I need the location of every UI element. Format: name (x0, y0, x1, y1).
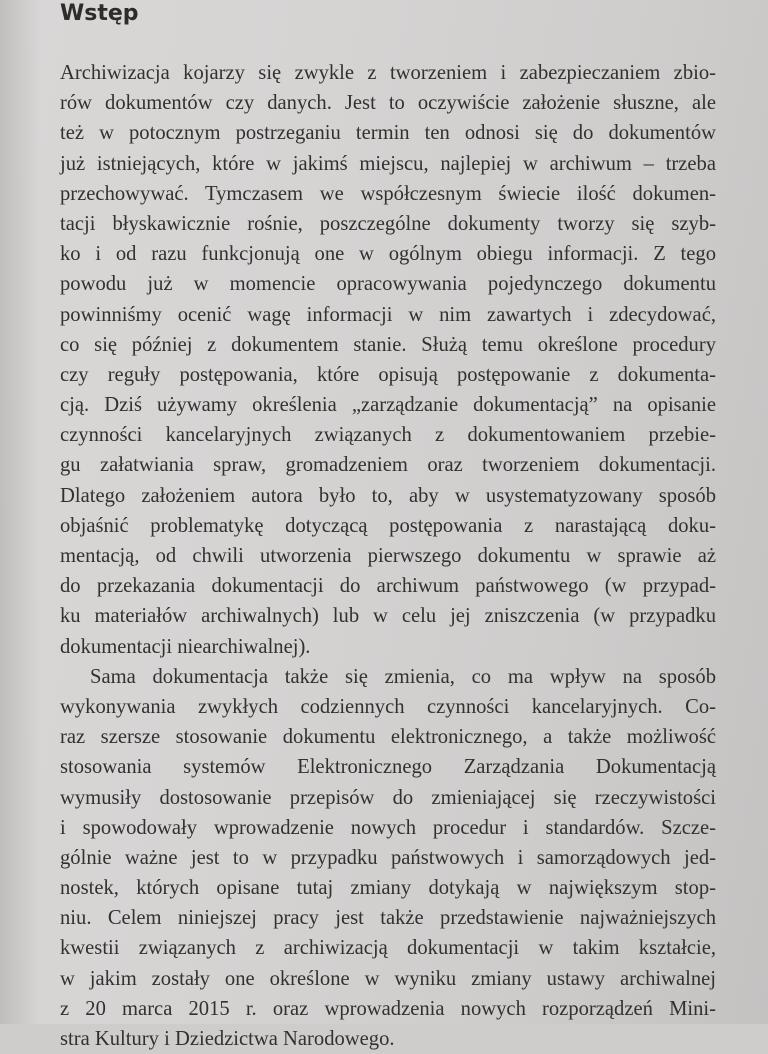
text-line: już istniejących, które w jakimś miejscu, najlepiej w archiwum – trzeba (60, 152, 716, 175)
body-text (60, 58, 716, 1054)
text-line: przechowywać. Tymczasem we współczesnym świecie ilość dokumen- (60, 182, 716, 205)
page-shadow (0, 0, 40, 1024)
text-line: wymusiły dostosowanie przepisów do zmieniającej się rzeczywistości (60, 786, 716, 809)
text-line: czynności kancelaryjnych związanych z dokumentowaniem przebie- (60, 424, 716, 447)
text-line: cją. Dziś używamy określenia „zarządzanie dokumentacją” na opisanie (60, 394, 716, 417)
text-line: do przekazania dokumentacji do archiwum państwowego (w przypad- (60, 575, 716, 598)
text-line: w jakim zostały one określone w wyniku zmiany ustawy archiwalnej (60, 967, 716, 990)
text-line: gólnie ważne jest to w przypadku państwowych i samorządowych jed- (60, 846, 716, 869)
text-line: ko i od razu funkcjonują one w ogólnym obiegu informacji. Z tego (60, 243, 716, 266)
text-line: wykonywania zwykłych codziennych czynności kancelaryjnych. Co- (60, 695, 716, 718)
text-line: co się później z dokumentem stanie. Służą temu określone procedury (60, 333, 716, 356)
text-line: stosowania systemów Elektronicznego Zarządzania Dokumentacją (60, 756, 716, 779)
text-line: powodu już w momencie opracowywania pojedynczego dokumentu (60, 273, 716, 296)
text-line: dokumentacji niearchiwalnej). (60, 635, 311, 658)
paragraph (60, 662, 716, 1054)
paragraph (60, 58, 716, 662)
text-line: też w potocznym postrzeganiu termin ten odnosi się do dokumentów (60, 122, 716, 145)
text-line: niu. Celem niniejszej pracy jest także przedstawienie najważniejszych (60, 907, 716, 930)
text-line: mentacją, od chwili utworzenia pierwszego dokumentu w sprawie aż (60, 545, 716, 567)
text-line: powinniśmy ocenić wagę informacji w nim zawartych i zdecydować, (60, 303, 716, 326)
text-line: Sama dokumentacja także się zmienia, co ma wpływ na sposób (90, 665, 716, 688)
text-line: Dlatego założeniem autora było to, aby w usystematyzowany sposób (60, 484, 716, 507)
text-line: ku materiałów archiwalnych) lub w celu jej zniszczenia (w przypadku (60, 605, 716, 628)
text-line: nostek, których opisane tutaj zmiany dotykają w największym stop- (60, 877, 716, 900)
text-line: gu załatwiania spraw, gromadzeniem oraz tworzeniem dokumentacji. (60, 454, 716, 477)
text-line: i spowodowały wprowadzenie nowych procedur i standardów. Szcze- (60, 816, 716, 839)
section-heading: Wstęp (60, 1, 139, 26)
text-line: kwestii związanych z archiwizacją dokumentacji w takim kształcie, (60, 937, 716, 960)
text-line: tacji błyskawicznie rośnie, poszczególne dokumenty tworzy się szyb- (60, 212, 716, 235)
text-line: raz szersze stosowanie dokumentu elektronicznego, a także możliwość (60, 726, 716, 749)
text-line: rów dokumentów czy danych. Jest to oczywiście założenie słuszne, ale (60, 92, 716, 115)
text-line: czy reguły postępowania, które opisują postępowanie z dokumenta- (60, 363, 716, 386)
text-line: objaśnić problematykę dotyczącą postępowania z narastającą doku- (60, 514, 716, 537)
text-line: z 20 marca 2015 r. oraz wprowadzenia nowych rozporządzeń Mini- (60, 997, 716, 1020)
text-line: stra Kultury i Dziedzictwa Narodowego. (60, 1028, 395, 1050)
text-line: Archiwizacja kojarzy się zwykle z tworzeniem i zabezpieczaniem zbio- (60, 62, 716, 84)
